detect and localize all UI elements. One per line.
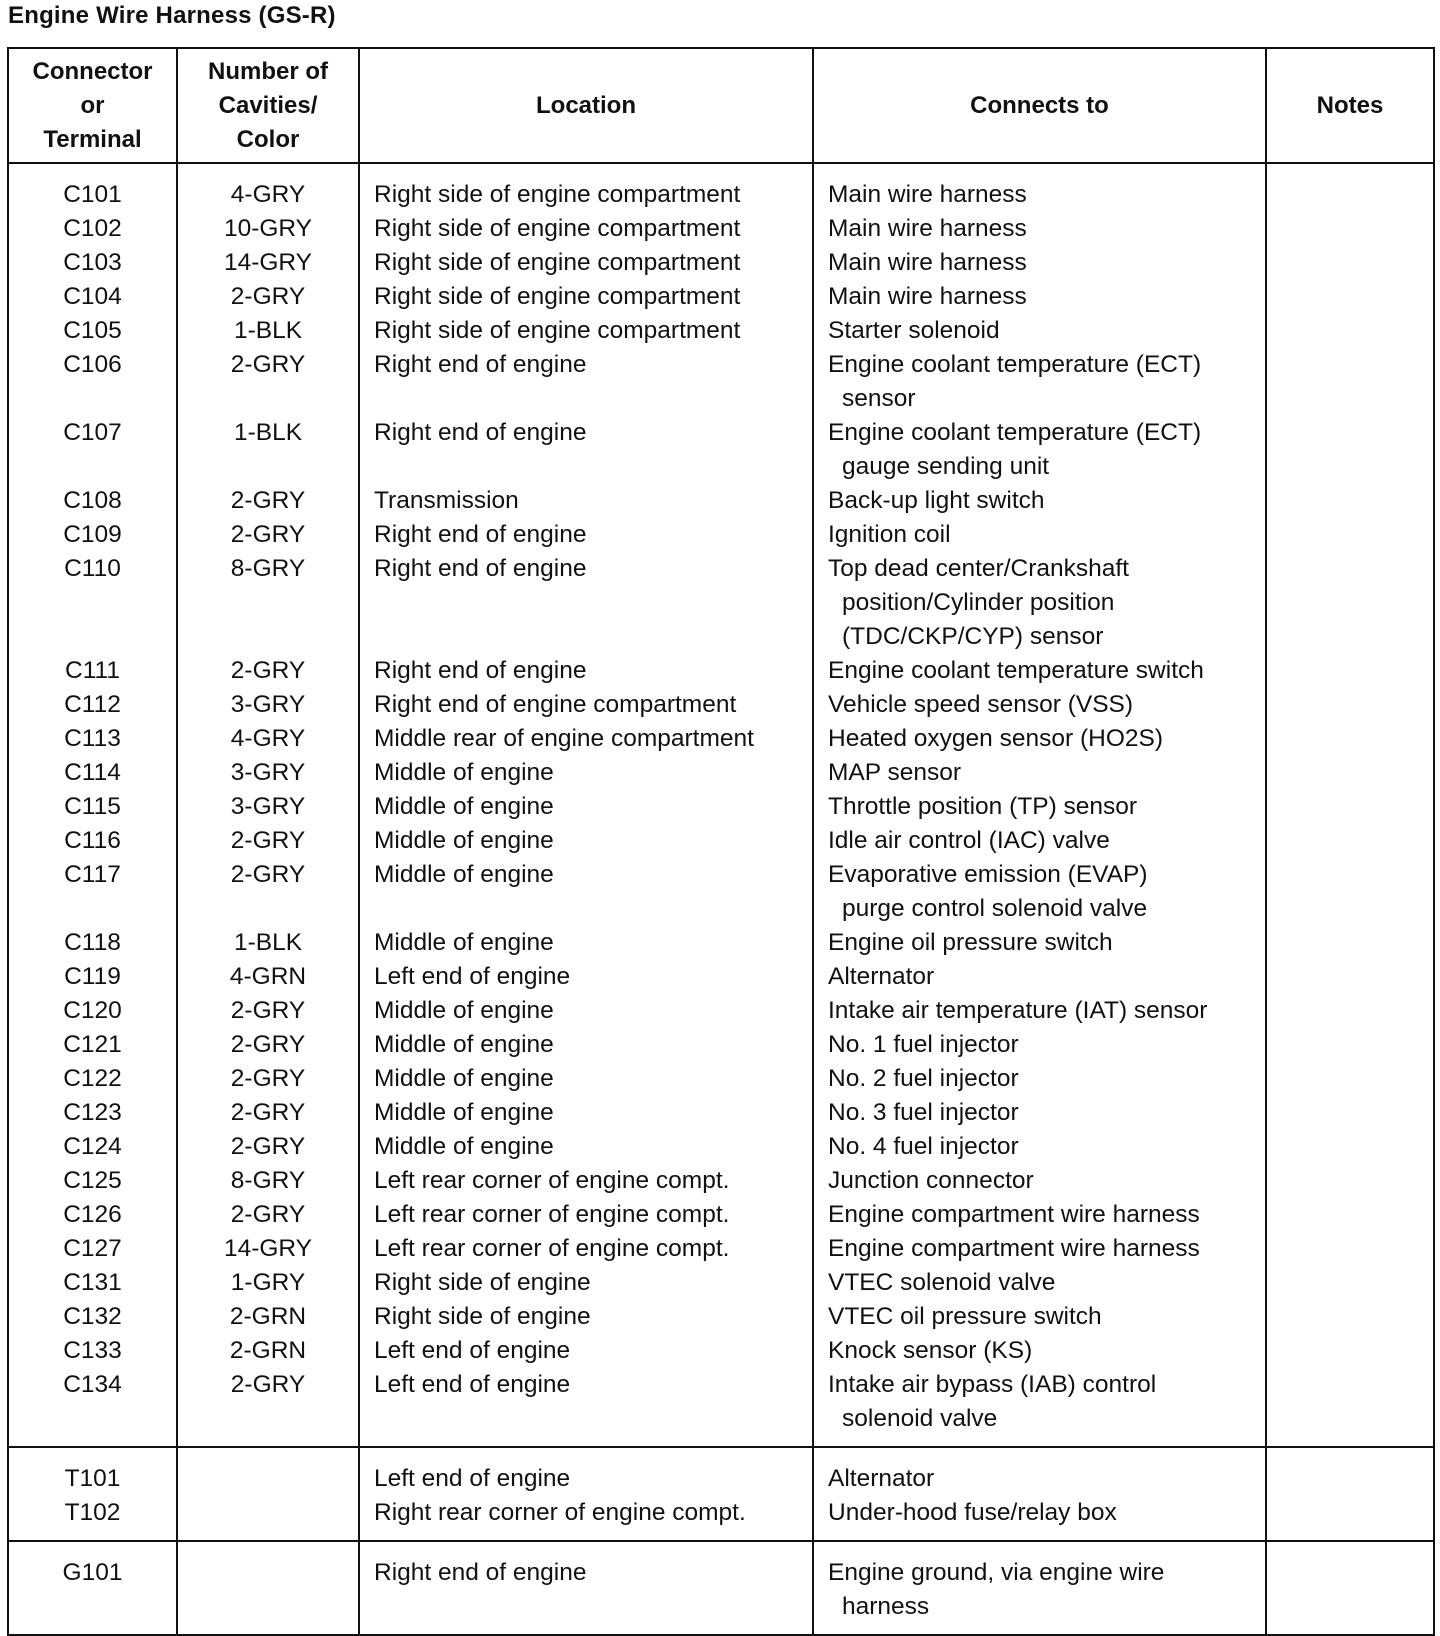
table-row bbox=[8, 212, 1434, 246]
header-connector bbox=[8, 48, 177, 163]
connects-to-cell bbox=[813, 1164, 1266, 1198]
cavities-cell: 3-GRY bbox=[177, 688, 359, 722]
connects-to-line: Top dead center/Crankshaft bbox=[828, 555, 1129, 582]
cavities-cell bbox=[177, 1541, 359, 1635]
cavities-cell: 2-GRY bbox=[177, 1062, 359, 1096]
connector-cell: T101 bbox=[8, 1447, 177, 1496]
notes-cell bbox=[1266, 1130, 1434, 1164]
notes-cell bbox=[1266, 790, 1434, 824]
connects-to-line: Engine ground, via engine wire bbox=[828, 1559, 1165, 1586]
connects-to-cell bbox=[813, 926, 1266, 960]
connector-cell: T102 bbox=[8, 1496, 177, 1541]
notes-cell bbox=[1266, 824, 1434, 858]
location-cell: Middle of engine bbox=[359, 824, 813, 858]
notes-cell bbox=[1266, 1028, 1434, 1062]
connects-to-line: Engine compartment wire harness bbox=[828, 1201, 1200, 1228]
connector-cell: C110 bbox=[8, 552, 177, 654]
row-group bbox=[8, 1541, 1434, 1635]
location-cell: Left end of engine bbox=[359, 1447, 813, 1496]
connects-to-line: Intake air bypass (IAB) control bbox=[828, 1371, 1157, 1398]
location-cell: Left rear corner of engine compt. bbox=[359, 1198, 813, 1232]
notes-cell bbox=[1266, 756, 1434, 790]
connects-to-cell bbox=[813, 163, 1266, 212]
connector-cell: C119 bbox=[8, 960, 177, 994]
cavities-cell: 3-GRY bbox=[177, 756, 359, 790]
location-cell: Right end of engine bbox=[359, 654, 813, 688]
table-row bbox=[8, 1368, 1434, 1447]
cavities-cell: 2-GRY bbox=[177, 1130, 359, 1164]
location-cell: Left rear corner of engine compt. bbox=[359, 1232, 813, 1266]
connects-to-line: solenoid valve bbox=[842, 1405, 998, 1432]
location-cell: Left end of engine bbox=[359, 960, 813, 994]
connects-to-line: Intake air temperature (IAT) sensor bbox=[828, 997, 1208, 1024]
table-row bbox=[8, 552, 1434, 654]
connects-to-cell bbox=[813, 1496, 1266, 1541]
location-cell: Right end of engine bbox=[359, 1541, 813, 1635]
connector-cell: C107 bbox=[8, 416, 177, 484]
table-row bbox=[8, 484, 1434, 518]
cavities-cell: 4-GRN bbox=[177, 960, 359, 994]
location-cell: Middle of engine bbox=[359, 1062, 813, 1096]
table-row bbox=[8, 654, 1434, 688]
table-row bbox=[8, 1096, 1434, 1130]
header-connector-line: or bbox=[80, 91, 105, 119]
connects-to-line: Alternator bbox=[828, 1465, 935, 1492]
connects-to-cell bbox=[813, 994, 1266, 1028]
location-cell: Right side of engine compartment bbox=[359, 314, 813, 348]
row-group bbox=[8, 163, 1434, 1447]
connects-to-cell bbox=[813, 314, 1266, 348]
connects-to-cell bbox=[813, 1130, 1266, 1164]
cavities-cell: 2-GRN bbox=[177, 1334, 359, 1368]
connects-to-line: MAP sensor bbox=[828, 759, 961, 786]
cavities-cell: 8-GRY bbox=[177, 1164, 359, 1198]
connects-to-line: Back-up light switch bbox=[828, 487, 1045, 514]
notes-cell bbox=[1266, 552, 1434, 654]
table-row bbox=[8, 416, 1434, 484]
table-row bbox=[8, 926, 1434, 960]
notes-cell bbox=[1266, 688, 1434, 722]
connector-cell: C127 bbox=[8, 1232, 177, 1266]
cavities-cell: 2-GRY bbox=[177, 654, 359, 688]
location-cell: Middle of engine bbox=[359, 1096, 813, 1130]
connects-to-line: Main wire harness bbox=[828, 283, 1027, 310]
connector-cell: C133 bbox=[8, 1334, 177, 1368]
cavities-cell: 8-GRY bbox=[177, 552, 359, 654]
header-cavities-line: Number of bbox=[208, 57, 328, 85]
cavities-cell: 2-GRY bbox=[177, 1096, 359, 1130]
table-row bbox=[8, 280, 1434, 314]
connects-to-cell bbox=[813, 1447, 1266, 1496]
connects-to-line: harness bbox=[842, 1593, 930, 1620]
notes-cell bbox=[1266, 484, 1434, 518]
connects-to-line: Alternator bbox=[828, 963, 935, 990]
notes-cell bbox=[1266, 163, 1434, 212]
cavities-cell: 1-BLK bbox=[177, 926, 359, 960]
table-row bbox=[8, 1130, 1434, 1164]
connects-to-cell bbox=[813, 722, 1266, 756]
notes-cell bbox=[1266, 1334, 1434, 1368]
cavities-cell: 10-GRY bbox=[177, 212, 359, 246]
cavities-cell: 14-GRY bbox=[177, 1232, 359, 1266]
cavities-cell: 2-GRY bbox=[177, 280, 359, 314]
connector-cell: C134 bbox=[8, 1368, 177, 1447]
cavities-cell bbox=[177, 1496, 359, 1541]
location-cell: Middle of engine bbox=[359, 926, 813, 960]
connector-cell: C112 bbox=[8, 688, 177, 722]
table-row bbox=[8, 722, 1434, 756]
connects-to-line: Idle air control (IAC) valve bbox=[828, 827, 1110, 854]
notes-cell bbox=[1266, 1096, 1434, 1130]
connects-to-line: No. 4 fuel injector bbox=[828, 1133, 1019, 1160]
location-cell: Right end of engine compartment bbox=[359, 688, 813, 722]
connects-to-line: Engine coolant temperature switch bbox=[828, 657, 1204, 684]
connects-to-line: Under-hood fuse/relay box bbox=[828, 1499, 1117, 1526]
notes-cell bbox=[1266, 1541, 1434, 1635]
connector-cell: C102 bbox=[8, 212, 177, 246]
notes-cell bbox=[1266, 994, 1434, 1028]
notes-cell bbox=[1266, 1447, 1434, 1496]
table-row bbox=[8, 1164, 1434, 1198]
location-cell: Middle rear of engine compartment bbox=[359, 722, 813, 756]
location-cell: Middle of engine bbox=[359, 790, 813, 824]
connects-to-cell bbox=[813, 1062, 1266, 1096]
connects-to-line: No. 1 fuel injector bbox=[828, 1031, 1019, 1058]
table-row bbox=[8, 994, 1434, 1028]
connects-to-cell bbox=[813, 416, 1266, 484]
location-cell: Middle of engine bbox=[359, 858, 813, 926]
connector-cell: C115 bbox=[8, 790, 177, 824]
connects-to-cell bbox=[813, 246, 1266, 280]
notes-cell bbox=[1266, 960, 1434, 994]
table-row bbox=[8, 518, 1434, 552]
table-row bbox=[8, 1541, 1434, 1635]
cavities-cell: 2-GRN bbox=[177, 1300, 359, 1334]
location-cell: Right side of engine compartment bbox=[359, 212, 813, 246]
location-cell: Right side of engine bbox=[359, 1300, 813, 1334]
connector-cell: C111 bbox=[8, 654, 177, 688]
header-cavities bbox=[177, 48, 359, 163]
connects-to-cell bbox=[813, 1266, 1266, 1300]
connects-to-line: position/Cylinder position bbox=[842, 589, 1115, 616]
connector-cell: C105 bbox=[8, 314, 177, 348]
connects-to-line: Engine coolant temperature (ECT) bbox=[828, 419, 1202, 446]
cavities-cell: 2-GRY bbox=[177, 858, 359, 926]
connector-cell: C120 bbox=[8, 994, 177, 1028]
connects-to-cell bbox=[813, 858, 1266, 926]
connects-to-line: Ignition coil bbox=[828, 521, 951, 548]
connects-to-cell bbox=[813, 1096, 1266, 1130]
connects-to-line: sensor bbox=[842, 385, 916, 412]
header-cavities-line: Color bbox=[236, 125, 300, 153]
table-row bbox=[8, 1447, 1434, 1496]
connects-to-line: Main wire harness bbox=[828, 215, 1027, 242]
connects-to-line: Starter solenoid bbox=[828, 317, 1000, 344]
connector-cell: C123 bbox=[8, 1096, 177, 1130]
cavities-cell: 2-GRY bbox=[177, 484, 359, 518]
connects-to-cell bbox=[813, 790, 1266, 824]
connects-to-line: No. 3 fuel injector bbox=[828, 1099, 1019, 1126]
table-row bbox=[8, 756, 1434, 790]
table-row bbox=[8, 1198, 1434, 1232]
connects-to-line: Throttle position (TP) sensor bbox=[828, 793, 1138, 820]
location-cell: Right end of engine bbox=[359, 552, 813, 654]
connector-cell: C109 bbox=[8, 518, 177, 552]
notes-cell bbox=[1266, 654, 1434, 688]
location-cell: Right side of engine compartment bbox=[359, 246, 813, 280]
connects-to-cell bbox=[813, 1300, 1266, 1334]
notes-cell bbox=[1266, 1164, 1434, 1198]
location-cell: Right side of engine compartment bbox=[359, 280, 813, 314]
connects-to-cell bbox=[813, 280, 1266, 314]
cavities-cell: 2-GRY bbox=[177, 348, 359, 416]
location-cell: Left rear corner of engine compt. bbox=[359, 1164, 813, 1198]
table-row bbox=[8, 1496, 1434, 1541]
header-row bbox=[8, 48, 1434, 163]
cavities-cell: 2-GRY bbox=[177, 518, 359, 552]
connector-cell: C114 bbox=[8, 756, 177, 790]
cavities-cell: 4-GRY bbox=[177, 722, 359, 756]
cavities-cell: 3-GRY bbox=[177, 790, 359, 824]
notes-cell bbox=[1266, 722, 1434, 756]
notes-cell bbox=[1266, 246, 1434, 280]
table-row bbox=[8, 858, 1434, 926]
connector-cell: C121 bbox=[8, 1028, 177, 1062]
cavities-cell: 2-GRY bbox=[177, 1198, 359, 1232]
cavities-cell: 1-GRY bbox=[177, 1266, 359, 1300]
table-row bbox=[8, 824, 1434, 858]
location-cell: Right end of engine bbox=[359, 348, 813, 416]
connector-cell: C132 bbox=[8, 1300, 177, 1334]
cavities-cell: 1-BLK bbox=[177, 314, 359, 348]
location-cell: Middle of engine bbox=[359, 1028, 813, 1062]
table-row bbox=[8, 1300, 1434, 1334]
notes-cell bbox=[1266, 518, 1434, 552]
notes-cell bbox=[1266, 1496, 1434, 1541]
connects-to-line: Knock sensor (KS) bbox=[828, 1337, 1033, 1364]
connector-cell: C106 bbox=[8, 348, 177, 416]
table-row bbox=[8, 1232, 1434, 1266]
location-cell: Right side of engine compartment bbox=[359, 163, 813, 212]
notes-cell bbox=[1266, 1062, 1434, 1096]
header-location: Location bbox=[359, 48, 813, 163]
connects-to-cell bbox=[813, 1232, 1266, 1266]
notes-cell bbox=[1266, 212, 1434, 246]
connects-to-line: VTEC solenoid valve bbox=[828, 1269, 1056, 1296]
connects-to-cell bbox=[813, 1334, 1266, 1368]
table-row bbox=[8, 688, 1434, 722]
header-connects-to: Connects to bbox=[813, 48, 1266, 163]
connector-cell: C101 bbox=[8, 163, 177, 212]
connector-cell: C113 bbox=[8, 722, 177, 756]
notes-cell bbox=[1266, 1368, 1434, 1447]
connects-to-line: Engine compartment wire harness bbox=[828, 1235, 1200, 1262]
connects-to-cell bbox=[813, 212, 1266, 246]
connector-cell: C104 bbox=[8, 280, 177, 314]
engine-wire-harness-table bbox=[7, 47, 1435, 1636]
connects-to-line: Evaporative emission (EVAP) bbox=[828, 861, 1148, 888]
connects-to-line: VTEC oil pressure switch bbox=[828, 1303, 1102, 1330]
connector-cell: C103 bbox=[8, 246, 177, 280]
location-cell: Middle of engine bbox=[359, 756, 813, 790]
location-cell: Left end of engine bbox=[359, 1368, 813, 1447]
table-row bbox=[8, 1062, 1434, 1096]
table-row bbox=[8, 790, 1434, 824]
table-row bbox=[8, 163, 1434, 212]
header-connector-line: Terminal bbox=[43, 125, 142, 153]
notes-cell bbox=[1266, 926, 1434, 960]
location-cell: Transmission bbox=[359, 484, 813, 518]
cavities-cell: 2-GRY bbox=[177, 1368, 359, 1447]
document-title: Engine Wire Harness (GS-R) bbox=[8, 2, 336, 29]
notes-cell bbox=[1266, 1198, 1434, 1232]
connects-to-line: Vehicle speed sensor (VSS) bbox=[828, 691, 1134, 718]
cavities-cell: 2-GRY bbox=[177, 824, 359, 858]
notes-cell bbox=[1266, 1232, 1434, 1266]
table-row bbox=[8, 246, 1434, 280]
location-cell: Right end of engine bbox=[359, 518, 813, 552]
table-row bbox=[8, 1028, 1434, 1062]
cavities-cell: 1-BLK bbox=[177, 416, 359, 484]
header-connector-line: Connector bbox=[32, 57, 153, 85]
location-cell: Right end of engine bbox=[359, 416, 813, 484]
connector-cell: C118 bbox=[8, 926, 177, 960]
connects-to-cell bbox=[813, 688, 1266, 722]
notes-cell bbox=[1266, 416, 1434, 484]
connects-to-line: No. 2 fuel injector bbox=[828, 1065, 1019, 1092]
table-row bbox=[8, 960, 1434, 994]
notes-cell bbox=[1266, 314, 1434, 348]
connector-cell: C124 bbox=[8, 1130, 177, 1164]
connects-to-line: Engine coolant temperature (ECT) bbox=[828, 351, 1202, 378]
table-row bbox=[8, 1334, 1434, 1368]
connects-to-line: Engine oil pressure switch bbox=[828, 929, 1113, 956]
cavities-cell: 2-GRY bbox=[177, 994, 359, 1028]
table-row bbox=[8, 348, 1434, 416]
connector-cell: C131 bbox=[8, 1266, 177, 1300]
table-row bbox=[8, 1266, 1434, 1300]
connects-to-cell bbox=[813, 654, 1266, 688]
header-notes: Notes bbox=[1266, 48, 1434, 163]
connects-to-cell bbox=[813, 960, 1266, 994]
cavities-cell: 14-GRY bbox=[177, 246, 359, 280]
connects-to-line: (TDC/CKP/CYP) sensor bbox=[842, 623, 1104, 650]
connects-to-cell bbox=[813, 552, 1266, 654]
connects-to-line: Heated oxygen sensor (HO2S) bbox=[828, 725, 1163, 752]
connector-cell: C122 bbox=[8, 1062, 177, 1096]
connects-to-cell bbox=[813, 1028, 1266, 1062]
connector-cell: C126 bbox=[8, 1198, 177, 1232]
notes-cell bbox=[1266, 280, 1434, 314]
connector-cell: C117 bbox=[8, 858, 177, 926]
connector-cell: C116 bbox=[8, 824, 177, 858]
header-cavities-line: Cavities/ bbox=[218, 91, 318, 119]
cavities-cell bbox=[177, 1447, 359, 1496]
connects-to-cell bbox=[813, 756, 1266, 790]
connects-to-line: Main wire harness bbox=[828, 181, 1027, 208]
connects-to-cell bbox=[813, 484, 1266, 518]
connects-to-cell bbox=[813, 348, 1266, 416]
connects-to-cell bbox=[813, 824, 1266, 858]
location-cell: Middle of engine bbox=[359, 994, 813, 1028]
cavities-cell: 2-GRY bbox=[177, 1028, 359, 1062]
notes-cell bbox=[1266, 1300, 1434, 1334]
cavities-cell: 4-GRY bbox=[177, 163, 359, 212]
connector-cell: C125 bbox=[8, 1164, 177, 1198]
connects-to-cell bbox=[813, 1541, 1266, 1635]
connects-to-cell bbox=[813, 518, 1266, 552]
connects-to-line: gauge sending unit bbox=[842, 453, 1050, 480]
connects-to-cell bbox=[813, 1368, 1266, 1447]
location-cell: Right side of engine bbox=[359, 1266, 813, 1300]
table-row bbox=[8, 314, 1434, 348]
connects-to-line: Junction connector bbox=[828, 1167, 1034, 1194]
row-group bbox=[8, 1447, 1434, 1541]
location-cell: Right rear corner of engine compt. bbox=[359, 1496, 813, 1541]
location-cell: Middle of engine bbox=[359, 1130, 813, 1164]
notes-cell bbox=[1266, 1266, 1434, 1300]
connects-to-line: purge control solenoid valve bbox=[842, 895, 1148, 922]
location-cell: Left end of engine bbox=[359, 1334, 813, 1368]
connects-to-cell bbox=[813, 1198, 1266, 1232]
connector-cell: C108 bbox=[8, 484, 177, 518]
connector-cell: G101 bbox=[8, 1541, 177, 1635]
connects-to-line: Main wire harness bbox=[828, 249, 1027, 276]
notes-cell bbox=[1266, 348, 1434, 416]
notes-cell bbox=[1266, 858, 1434, 926]
